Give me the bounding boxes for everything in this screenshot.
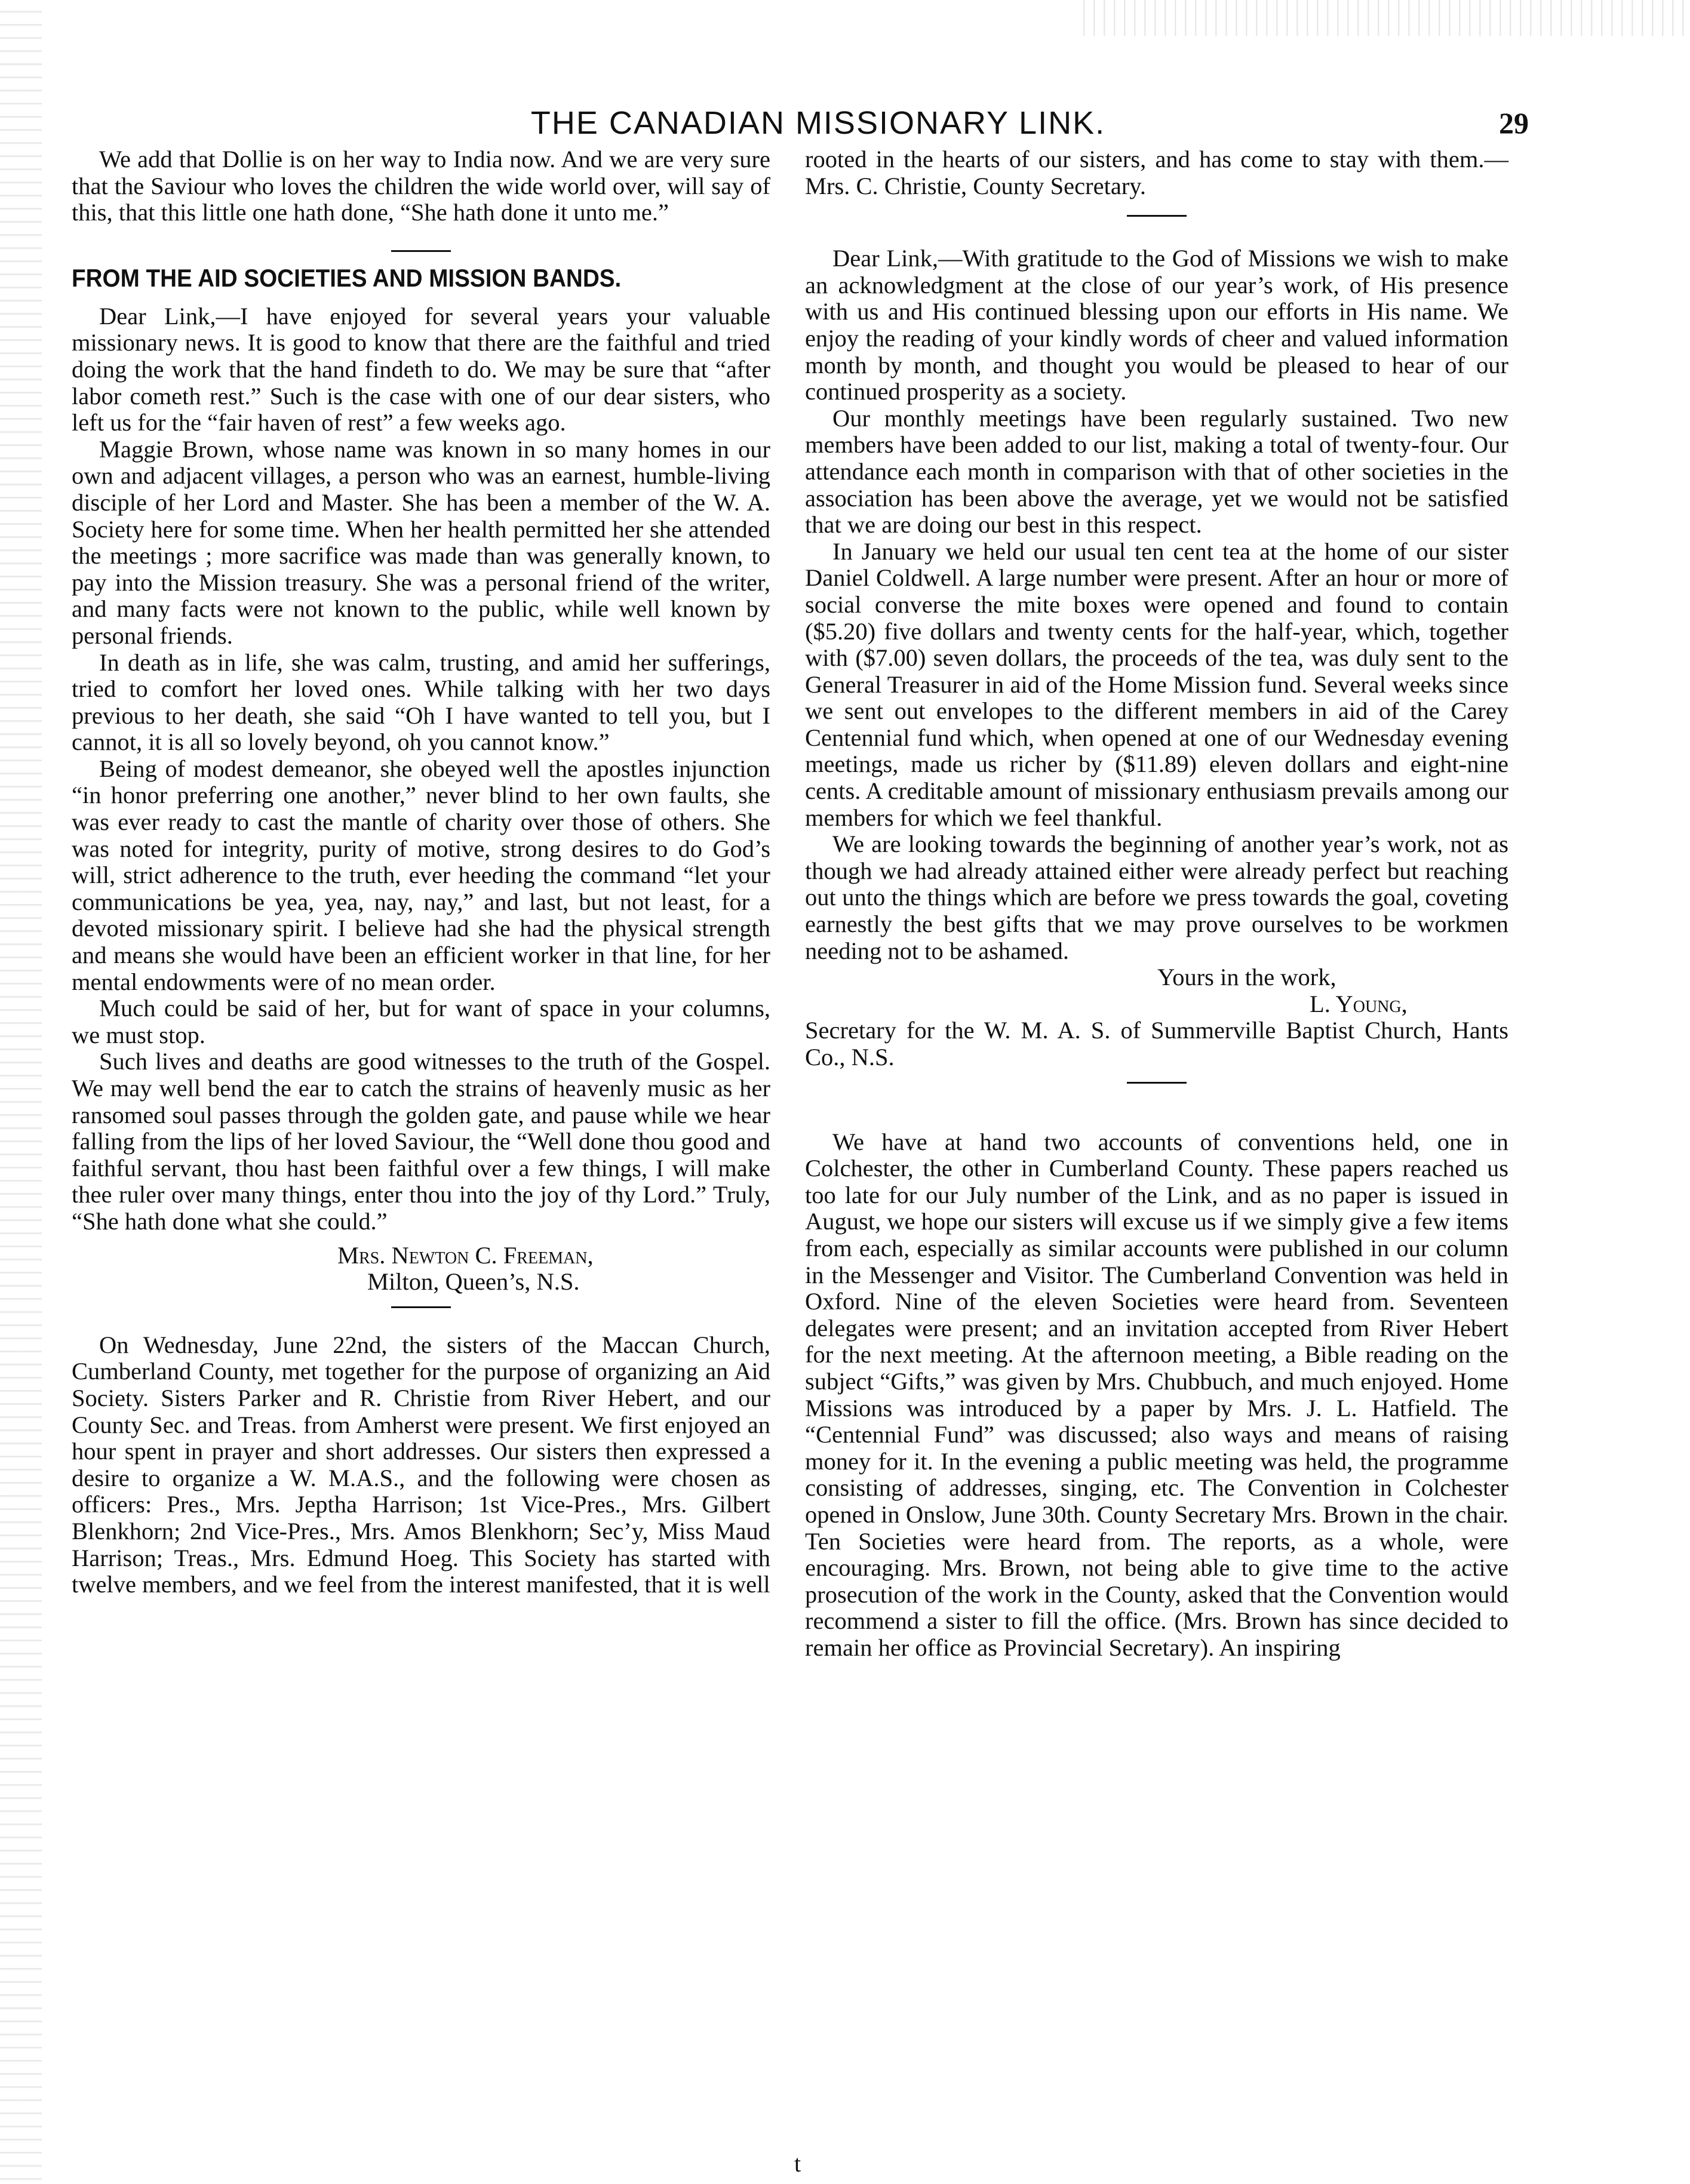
left-column	[72, 146, 770, 1598]
intro-paragraph: We add that Dollie is on her way to India now. And we are very sure that the Saviour who loves the children the wide world over, will say of this, that this little one hath done, “She hath done it unto me.”	[72, 146, 770, 226]
scan-top-noise	[1075, 0, 1690, 36]
page-number: 29	[1499, 106, 1529, 140]
signature-name: Mrs. Newton C. Freeman,	[337, 1241, 594, 1269]
continuation-paragraph: rooted in the hearts of our sisters, and has come to stay with them.—Mrs. C. Christie, County Secretary.	[805, 146, 1508, 199]
closing-salutation: Yours in the work,	[1157, 964, 1336, 991]
right-column	[805, 146, 1508, 1661]
letter1-paragraph: Much could be said of her, but for want of space in your columns, we must stop.	[72, 995, 770, 1048]
publication-title: THE CANADIAN MISSIONARY LINK.	[530, 105, 1106, 141]
letter4-paragraph: We have at hand two accounts of conventions held, one in Colchester, the other in Cumberland County. These papers reached us too late for our July number of the Link, and as no paper is issued in August, we hope our sisters will excuse us if we simply give a few items from each, especially as similar accounts were published in our column in the Messenger and Visitor. The Cumberland Convention was held in Oxford. Nine of the eleven Societies were heard from. Seventeen delegates were present; and an invitation accepted from River Hebert for the next meeting. At the afternoon meeting, a Bible reading on the subject “Gifts,” was given by Mrs. Chubbuch, and much enjoyed. Home Missions was introduced by a paper by Mrs. J. L. Hatfield. The “Centennial Fund” was discussed; also ways and means of raising money for it. In the evening a public meeting was held, the programme consisting of addresses, singing, etc. The Convention in Colchester opened in Onslow, June 30th. County Secretary Mrs. Brown in the chair. Ten Societies were heard from. The reports, as a whole, were encouraging. Mrs. Brown, not being able to give time to the active prosecution of the work in the County, asked that the Convention would recommend a sister to fill the office. (Mrs. Brown has since decided to remain her office as Provincial Secretary). An inspiring	[805, 1128, 1508, 1661]
letter2-paragraph: On Wednesday, June 22nd, the sisters of the Maccan Church, Cumberland County, met together for the purpose of organizing an Aid Society. Sisters Parker and R. Christie from River Hebert, and our County Sec. and Treas. from Amherst were present. We first enjoyed an hour spent in prayer and short addresses. Our sisters then expressed a desire to organize a W. M.A.S., and the following were chosen as officers: Pres., Mrs. Jeptha Harrison; 1st Vice-Pres., Mrs. Gilbert Blenkhorn; 2nd Vice-Pres., Mrs. Amos Blenkhorn; Sec’y, Miss Maud Harrison; Treas., Mrs. Edmund Hoeg. This Society has started with twelve members, and we feel from the interest manifested, that it is well	[72, 1331, 770, 1598]
letter3-paragraph: We are looking towards the beginning of another year’s work, not as though we had already attained either were already perfect but reaching out unto the things which are before we press towards the goal, coveting earnestly the best gifts that we may prove ourselves to be workmen needing not to be ashamed.	[805, 830, 1508, 964]
letter3-paragraph: In January we held our usual ten cent tea at the home of our sister Daniel Coldwell. A large number were present. After an hour or more of social converse the mite boxes were opened and found to contain ($5.20) five dollars and twenty cents for the half-year, which, together with ($7.00) seven dollars, the proceeds of the tea, was duly sent to the General Treasurer in aid of the Home Mission fund. Several weeks since we sent out envelopes to the different members in aid of the Carey Centennial fund which, when opened at one of our Wednesday evening meetings, made us richer by ($11.89) eleven dollars and eight-nine cents. A creditable amount of missionary enthusiasm prevails among our members for which we feel thankful.	[805, 537, 1508, 831]
closing-title: Secretary for the W. M. A. S. of Summerville Baptist Church, Hants Co., N.S.	[805, 1017, 1508, 1071]
section-heading: FROM THE AID SOCIETIES AND MISSION BANDS.	[72, 263, 622, 292]
letter3-paragraph: Dear Link,—With gratitude to the God of Missions we wish to make an acknowledgment at the close of our year’s work, of His presence with us and His continued blessing upon our efforts in His name. We enjoy the reading of your kindly words of cheer and valued information month by month, and thought you would be pleased to hear of our continued prosperity as a society.	[805, 245, 1508, 405]
section-divider	[391, 250, 451, 252]
letter1-paragraph: In death as in life, she was calm, trusting, and amid her sufferings, tried to comfort her loved ones. While talking with her two days previous to her death, she said “Oh I have wanted to tell you, but I cannot, it is all so lovely beyond, oh you cannot know.”	[72, 648, 770, 756]
page-header	[0, 104, 1690, 152]
letter1-paragraph: Dear Link,—I have enjoyed for several years your valuable missionary news. It is good to know that there are the faithful and tried doing the work that the hand findeth to do. We may be sure that “after labor cometh rest.” Such is the case with one of our dear sisters, who left us for the “fair haven of rest” a few weeks ago.	[72, 302, 770, 436]
letter1-paragraph: Such lives and deaths are good witnesses to the truth of the Gospel. We may well bend the ear to catch the strains of heavenly music as her ransomed soul passes through the golden gate, and pause while we hear falling from the lips of her loved Saviour, the “Well done thou good and faithful servant, thou hast been faithful over a few things, I will make thee ruler over many things, enter thou into the joy of thy Lord.” Truly, “She hath done what she could.”	[72, 1048, 770, 1235]
closing-name: L. Young,	[1310, 990, 1408, 1017]
letter1-paragraph: Maggie Brown, whose name was known in so many homes in our own and adjacent villages, a person who was an earnest, humble-living disciple of her Lord and Master. She has been a member of the W. A. Society here for some time. When her health permitted her she attended the meetings ; more sacrifice was made than was generally known, to pay into the Mission treasury. She was a personal friend of the writer, and many facts were not known to the public, while well known by personal friends.	[72, 435, 770, 649]
scan-edge-noise	[0, 0, 42, 2184]
letter1-paragraph: Being of modest demeanor, she obeyed well the apostles injunction “in honor preferring one another,” never blind to her own faults, she was ever ready to cast the mantle of charity over those of others. She was noted for integrity, purity of motive, strong desires to do God’s will, strict adherence to the truth, ever heeding the command “let your communications be yea, yea, nay, nay,” and last, but not least, for a devoted missionary spirit. I believe had she had the physical strength and means she would have been an efficient worker in that line, for her mental endowments were of no mean order.	[72, 755, 770, 995]
footer-mark: t	[794, 2150, 801, 2177]
signature-place: Milton, Queen’s, N.S.	[367, 1268, 580, 1296]
letter3-paragraph: Our monthly meetings have been regularly sustained. Two new members have been added to our list, making a total of twenty-four. Our attendance each month in comparison with that of other societies in the association has been above the average, yet we would not be satisfied that we are doing our best in this respect.	[805, 404, 1508, 539]
